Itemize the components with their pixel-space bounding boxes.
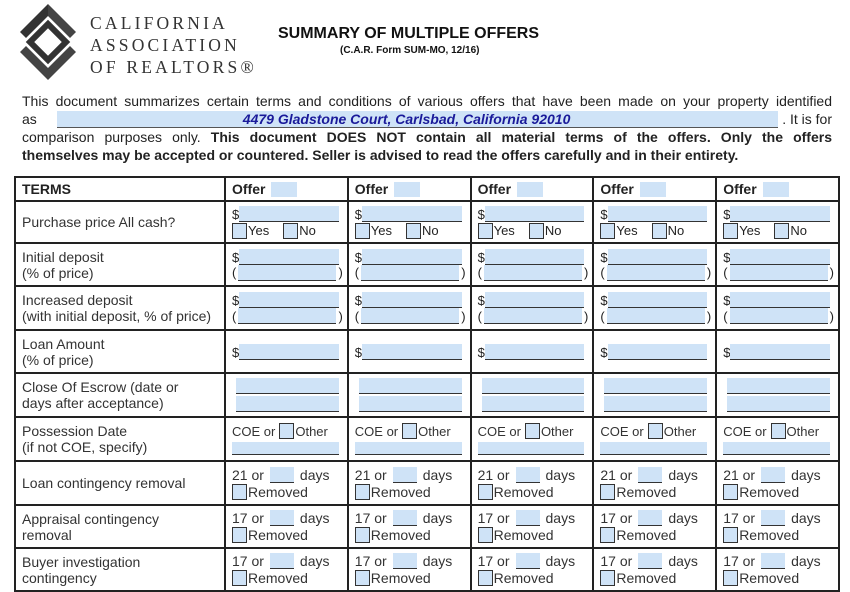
increased-deposit-field[interactable] [730,292,830,308]
coe-days-field[interactable] [604,396,707,412]
loan-amount-field[interactable] [485,344,585,360]
initial-deposit-percent-field[interactable] [484,265,582,281]
appraisal-days-field[interactable] [270,510,294,526]
loan-removed-checkbox[interactable] [723,484,738,500]
investigation-days-field[interactable] [270,553,294,569]
offer-header-3: Offer [471,177,594,201]
offer-1-number-field[interactable] [271,182,297,197]
form-subtitle: (C.A.R. Form SUM-MO, 12/16) [340,45,480,56]
loan-amount-field[interactable] [730,344,830,360]
close-of-escrow-label: Close Of Escrow (date or days after acceptance) [15,373,225,417]
initial-deposit-field[interactable] [362,249,462,265]
purchase-cell: $ Yes No [348,201,471,243]
possession-other-checkbox[interactable] [525,423,540,439]
possession-other-field[interactable] [600,442,707,455]
intro-line-3: comparison purposes only. This document DOES NOT contain all material terms of the offers. Only the offers [22,129,832,145]
table-row-possession-date: Possession Date (if not COE, specify) COE or Other COE or Other COE or Other COE or Other COE or Other [15,417,839,461]
possession-other-field[interactable] [478,442,585,455]
table-row-appraisal-contingency: Appraisal contingency removal 17 or days Removed 17 or days Removed 17 or days Removed 17 or days Removed 17 or days Removed [15,505,839,548]
coe-days-field[interactable] [727,396,830,412]
car-logo-icon [18,2,78,82]
appraisal-removed-checkbox[interactable] [600,527,615,543]
increased-deposit-field[interactable] [485,292,585,308]
initial-deposit-field[interactable] [239,249,339,265]
investigation-removed-checkbox[interactable] [232,570,247,586]
appraisal-days-field[interactable] [761,510,785,526]
initial-deposit-percent-field[interactable] [238,265,336,281]
investigation-days-field[interactable] [393,553,417,569]
coe-days-field[interactable] [482,396,585,412]
initial-deposit-percent-field[interactable] [607,265,705,281]
loan-days-field[interactable] [638,467,662,483]
increased-deposit-percent-field[interactable] [484,308,582,324]
coe-days-field[interactable] [359,396,462,412]
purchase-price-label: Purchase price All cash? [15,201,225,243]
possession-other-field[interactable] [232,442,339,455]
increased-deposit-percent-field[interactable] [607,308,705,324]
offer-header-4: Offer [593,177,716,201]
form-title: SUMMARY OF MULTIPLE OFFERS [278,25,540,42]
increased-deposit-field[interactable] [239,292,339,308]
loan-amount-field[interactable] [362,344,462,360]
increased-deposit-percent-field[interactable] [730,308,828,324]
table-row-loan-amount: Loan Amount (% of price) $ $ $ $ $ [15,330,839,373]
purchase-price-field[interactable] [730,206,830,222]
car-logo-text: CALIFORNIA ASSOCIATION OF REALTORS® [90,13,257,77]
investigation-days-field[interactable] [638,553,662,569]
table-row-close-of-escrow [15,373,839,417]
table-row-loan-contingency: Loan contingency removal 21 or days Removed 21 or days Removed 21 or days Removed 21 or days Removed 21 or days Removed [15,461,839,505]
table-row-initial-deposit: Initial deposit (% of price) $ ( ) $ ( ) $ ( ) $ ( ) $ ( ) [15,243,839,286]
purchase-price-field[interactable] [362,206,462,222]
loan-amount-field[interactable] [239,344,339,360]
initial-deposit-field[interactable] [608,249,708,265]
investigation-removed-checkbox[interactable] [478,570,493,586]
initial-deposit-percent-field[interactable] [730,265,828,281]
terms-header: TERMS [15,177,225,201]
purchase-price-field[interactable] [608,206,708,222]
loan-removed-checkbox[interactable] [600,484,615,500]
loan-contingency-label: Loan contingency removal [15,461,225,505]
increased-deposit-percent-field[interactable] [361,308,459,324]
appraisal-days-field[interactable] [393,510,417,526]
purchase-cell: $ Yes No [225,201,348,243]
initial-deposit-label: Initial deposit (% of price) [15,243,225,286]
all-cash-no-checkbox[interactable] [774,223,789,239]
purchase-cell: $ Yes No [593,201,716,243]
possession-other-checkbox[interactable] [279,423,294,439]
possession-other-field[interactable] [355,442,462,455]
table-header-row [15,177,839,201]
appraisal-days-field[interactable] [638,510,662,526]
all-cash-yes-checkbox[interactable] [355,223,370,239]
offer-header-1: Offer [225,177,348,201]
offer-2-number-field[interactable] [394,182,420,197]
offer-5-number-field[interactable] [763,182,789,197]
possession-other-checkbox[interactable] [648,423,663,439]
all-cash-no-checkbox[interactable] [529,223,544,239]
offers-table [14,176,840,592]
possession-other-field[interactable] [723,442,830,455]
possession-other-checkbox[interactable] [402,423,417,439]
purchase-cell: $ Yes No [471,201,594,243]
all-cash-yes-checkbox[interactable] [600,223,615,239]
possession-date-label: Possession Date (if not COE, specify) [15,417,225,461]
coe-date-field[interactable] [727,378,830,394]
loan-days-field[interactable] [270,467,294,483]
all-cash-yes-checkbox[interactable] [723,223,738,239]
loan-amount-field[interactable] [608,344,708,360]
all-cash-no-checkbox[interactable] [406,223,421,239]
coe-date-field[interactable] [359,378,462,394]
appraisal-removed-checkbox[interactable] [723,527,738,543]
investigation-removed-checkbox[interactable] [600,570,615,586]
loan-amount-label: Loan Amount (% of price) [15,330,225,373]
increased-deposit-field[interactable] [608,292,708,308]
intro-as: as [22,111,37,127]
initial-deposit-field[interactable] [485,249,585,265]
table-row-buyer-investigation: Buyer investigation contingency 17 or days Removed 17 or days Removed 17 or days Removed 17 or days Removed 17 or days Removed [15,548,839,591]
buyer-investigation-label: Buyer investigation contingency [15,548,225,591]
all-cash-yes-checkbox[interactable] [478,223,493,239]
loan-days-field[interactable] [393,467,417,483]
loan-removed-checkbox[interactable] [355,484,370,500]
offer-header-5: Offer [716,177,839,201]
coe-date-field[interactable] [604,378,707,394]
loan-removed-checkbox[interactable] [478,484,493,500]
loan-days-field[interactable] [761,467,785,483]
offer-header-2: Offer [348,177,471,201]
intro-it-is-for: . It is for [782,111,832,127]
coe-date-field[interactable] [482,378,585,394]
appraisal-removed-checkbox[interactable] [355,527,370,543]
table-row-purchase-price [15,201,839,243]
loan-removed-checkbox[interactable] [232,484,247,500]
purchase-price-field[interactable] [485,206,585,222]
offer-3-number-field[interactable] [517,182,543,197]
all-cash-no-checkbox[interactable] [283,223,298,239]
intro-paragraph [22,92,832,164]
appraisal-removed-checkbox[interactable] [478,527,493,543]
increased-deposit-percent-field[interactable] [238,308,336,324]
offer-4-number-field[interactable] [640,182,666,197]
investigation-removed-checkbox[interactable] [723,570,738,586]
investigation-removed-checkbox[interactable] [355,570,370,586]
initial-deposit-field[interactable] [730,249,830,265]
all-cash-no-checkbox[interactable] [652,223,667,239]
coe-date-field[interactable] [236,378,339,394]
increased-deposit-field[interactable] [362,292,462,308]
purchase-price-field[interactable] [239,206,339,222]
appraisal-contingency-label: Appraisal contingency removal [15,505,225,548]
coe-days-field[interactable] [236,396,339,412]
appraisal-removed-checkbox[interactable] [232,527,247,543]
possession-other-checkbox[interactable] [771,423,786,439]
intro-line-4: themselves may be accepted or countered. Seller is advised to read the offers carefully and in their entirety. [22,147,739,163]
property-address-field[interactable]: 4479 Gladstone Court, Carlsbad, California 92010 [57,111,778,128]
appraisal-days-field[interactable] [516,510,540,526]
investigation-days-field[interactable] [761,553,785,569]
initial-deposit-percent-field[interactable] [361,265,459,281]
investigation-days-field[interactable] [516,553,540,569]
intro-line-1: This document summarizes certain terms and conditions of various offers that have been made on your property identified [22,93,832,109]
all-cash-yes-checkbox[interactable] [232,223,247,239]
purchase-cell: $ Yes No [716,201,839,243]
loan-days-field[interactable] [516,467,540,483]
table-row-increased-deposit: Increased deposit (with initial deposit, % of price) $ ( ) $ ( ) $ ( ) $ ( ) $ ( ) [15,286,839,330]
increased-deposit-label: Increased deposit (with initial deposit, % of price) [15,286,225,330]
